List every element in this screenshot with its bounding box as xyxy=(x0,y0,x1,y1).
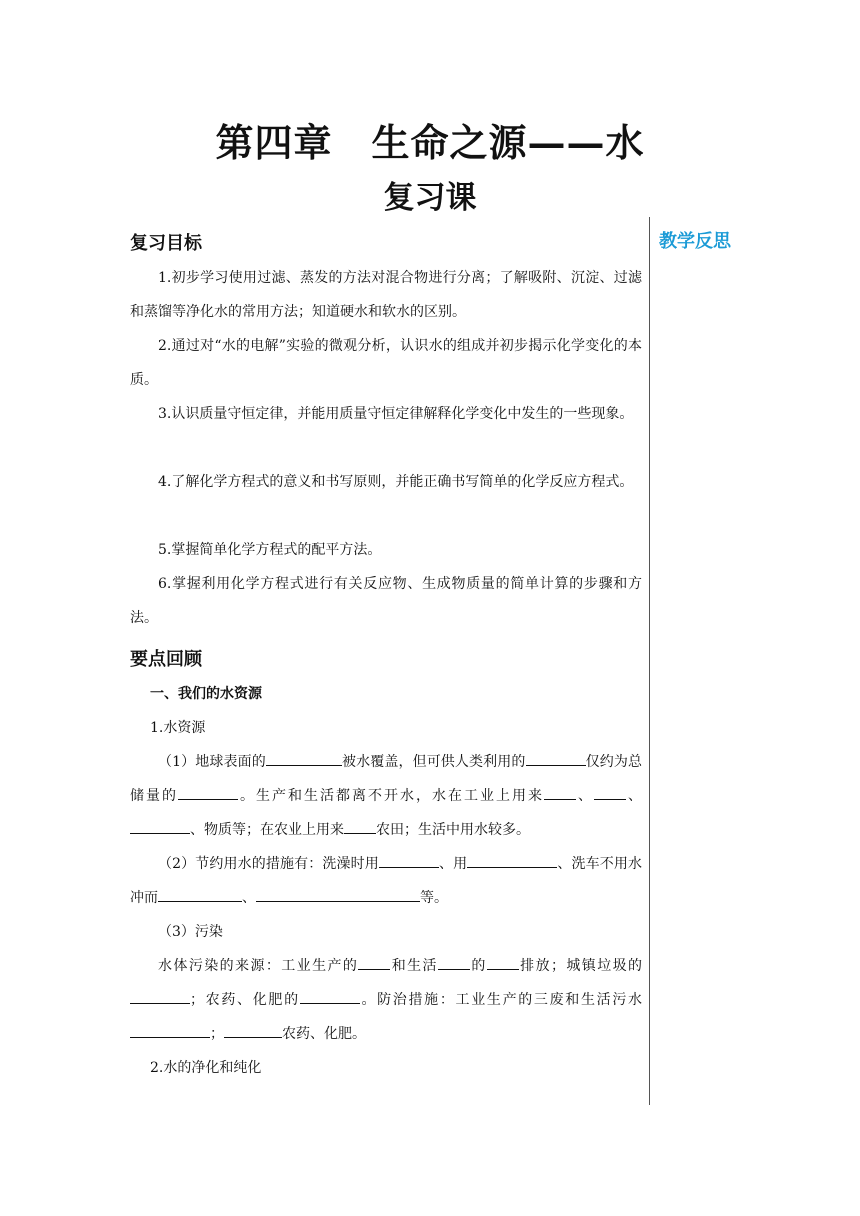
text-segment: ； xyxy=(210,1026,224,1042)
paragraph-pollution xyxy=(130,949,642,1051)
goal-item-2: 2.通过对“水的电解”实验的微观分析，认识水的组成并初步揭示化学变化的本质。 xyxy=(130,338,642,388)
fill-blank[interactable] xyxy=(526,751,586,766)
text-segment: 等。 xyxy=(420,890,448,906)
goal-item-1: 1.初步学习使用过滤、蒸发的方法对混合物进行分离；了解吸附、沉淀、过滤和蒸馏等净化水的常用方法；知道硬水和软水的区别。 xyxy=(130,270,642,320)
item-water-resources: 1.水资源 xyxy=(150,720,206,736)
text-segment: 农田；生活中用水较多。 xyxy=(376,822,530,838)
fill-blank[interactable] xyxy=(178,785,238,800)
item-water-purification: 2.水的净化和纯化 xyxy=(150,1060,262,1076)
fill-blank[interactable] xyxy=(300,989,360,1004)
text-segment: 、物质等；在农业上用来 xyxy=(190,822,344,838)
text-segment: 排放；城镇垃圾的 xyxy=(518,958,643,974)
goals-heading: 复习目标 xyxy=(130,233,202,254)
text-segment: 被水覆盖，但可供人类利用的 xyxy=(341,754,526,770)
goal-item-5: 5.掌握简单化学方程式的配平方法。 xyxy=(158,542,382,558)
sidebar-label: 教学反思 xyxy=(659,231,731,252)
paragraph-earth-water xyxy=(130,745,642,847)
paragraph-pollution-label: （3）污染 xyxy=(158,924,223,940)
column-divider xyxy=(649,217,650,1105)
text-segment: 、 xyxy=(242,890,256,906)
goal-item-4: 4.了解化学方程式的意义和书写原则，并能正确书写简单的化学反应方程式。 xyxy=(158,474,634,490)
fill-blank[interactable] xyxy=(594,785,626,800)
text-segment: （1）地球表面的 xyxy=(158,754,266,770)
text-segment: 的 xyxy=(469,958,487,974)
review-heading: 要点回顾 xyxy=(130,649,202,670)
goal-item-3: 3.认识质量守恒定律，并能用质量守恒定律解释化学变化中发生的一些现象。 xyxy=(158,406,634,422)
text-segment: 。防治措施：工业生产的三废和生活污水 xyxy=(359,992,643,1008)
fill-blank[interactable] xyxy=(379,853,439,868)
fill-blank[interactable] xyxy=(438,955,470,970)
fill-blank[interactable] xyxy=(358,955,390,970)
fill-blank[interactable] xyxy=(130,989,190,1004)
text-segment: 仅约为总储量的 xyxy=(130,754,643,804)
text-segment: 农药、化肥。 xyxy=(282,1026,366,1042)
fill-blank[interactable] xyxy=(224,1023,282,1038)
goal-item-6: 6.掌握利用化学方程式进行有关反应物、生成物质量的简单计算的步骤和方法。 xyxy=(130,576,642,626)
page-subtitle: 复习课 xyxy=(383,180,477,216)
fill-blank[interactable] xyxy=(130,1023,210,1038)
fill-blank[interactable] xyxy=(467,853,557,868)
text-segment: 和生活 xyxy=(390,958,438,974)
fill-blank[interactable] xyxy=(266,751,342,766)
text-segment: 、用 xyxy=(438,856,468,872)
fill-blank[interactable] xyxy=(130,819,190,834)
text-segment: 。生产和生活都离不开水，水在工业上用来 xyxy=(238,788,544,804)
fill-blank[interactable] xyxy=(344,819,376,834)
text-segment: 、洗车不用水冲而 xyxy=(130,856,643,906)
paragraph-save-water xyxy=(130,847,642,915)
text-segment: 水体污染的来源：工业生产的 xyxy=(158,958,359,974)
fill-blank[interactable] xyxy=(487,955,519,970)
fill-blank[interactable] xyxy=(158,887,242,902)
page-title: 第四章 生命之源——水 xyxy=(215,120,645,165)
text-segment: 、 xyxy=(576,788,594,804)
text-segment: ；农药、化肥的 xyxy=(190,992,300,1008)
text-segment: （2）节约用水的措施有：洗澡时用 xyxy=(158,856,379,872)
text-segment: 、 xyxy=(626,788,642,804)
fill-blank[interactable] xyxy=(544,785,576,800)
section-heading-water-resources: 一、我们的水资源 xyxy=(150,686,262,702)
fill-blank[interactable] xyxy=(256,887,420,902)
